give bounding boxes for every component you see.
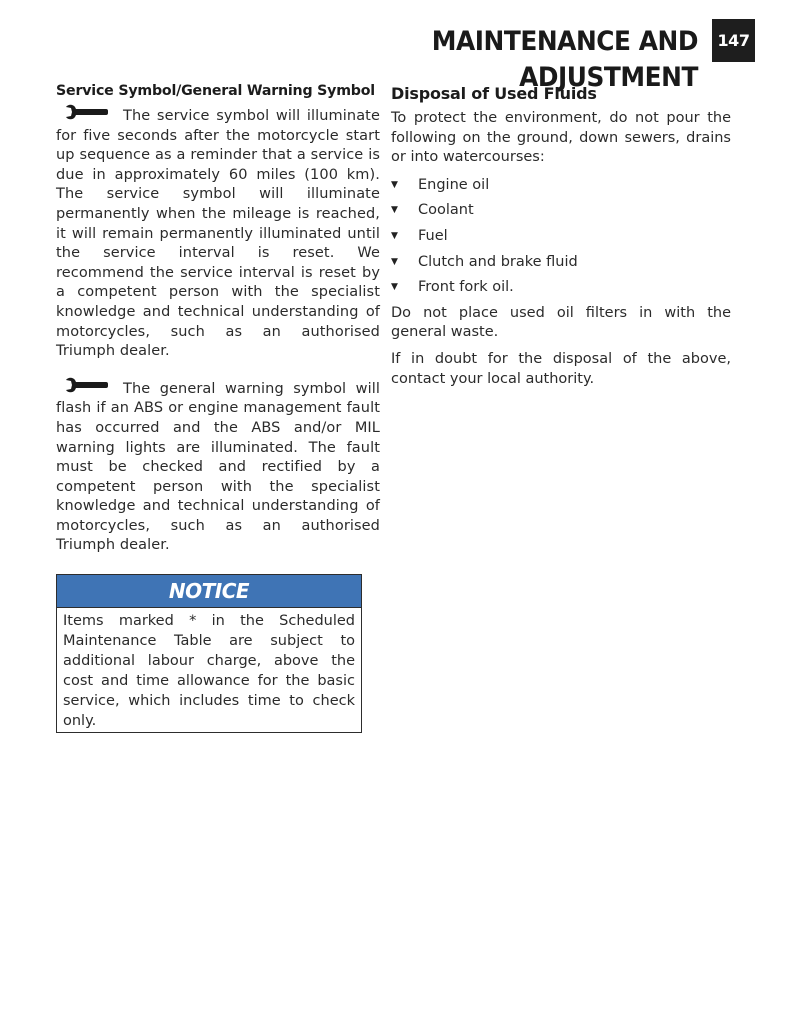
right-column [391,84,731,396]
service-symbol-paragraph [56,107,380,362]
notice-box [56,574,362,733]
section-heading-service-symbol: Service Symbol/General Warning Symbol [56,83,375,99]
notice-text: Items marked * in the Scheduled Maintenance Table are subject to additional labour charge, above the cost and time allowance for the basic service, which includes time to check only. [63,613,355,730]
list-item-label: Front fork oil. [418,279,514,296]
list-item-label: Fuel [418,227,448,244]
left-column [56,83,380,733]
page-number-badge: 147 [712,19,755,62]
page-header-title: MAINTENANCE AND ADJUSTMENT [431,26,698,93]
list-item-label: Coolant [418,202,474,219]
list-item [391,227,731,246]
disposal-intro: To protect the environment, do not pour the following on the ground, down sewers, drains or into watercourses: [391,110,731,166]
fluids-list [391,176,731,297]
list-item-label: Engine oil [418,176,490,193]
bullet-triangle-icon: ▼ [391,256,398,267]
bullet-triangle-icon: ▼ [391,282,398,293]
bullet-triangle-icon: ▼ [391,230,398,241]
general-warning-paragraph [56,380,380,556]
service-symbol-text: The service symbol will illuminate for five seconds after the motorcycle start up sequence as a reminder that a service is due in approximately 60 miles (100 km). The service symbol will illuminate permanently when the mileage is reached, it will remain permanently illuminated until the service interval is reset. We recommend the service interval is reset by a competent person with the specialist knowledge and technical understanding of motorcycles, such as an authorised Triumph dealer. [56,108,380,360]
bullet-triangle-icon: ▼ [391,205,398,216]
list-item [391,253,731,272]
section-heading-disposal: Disposal of Used Fluids [391,84,597,103]
wrench-icon [64,376,108,394]
list-item-label: Clutch and brake fluid [418,253,578,270]
oil-filters-note: Do not place used oil filters in with the general waste. [391,304,731,341]
notice-title: NOTICE [57,575,361,608]
list-item [391,176,731,195]
general-warning-text: The general warning symbol will flash if an ABS or engine management fault has occurred and the ABS and/or MIL warning lights are illuminated. The fault must be checked and rectified by a competent person with the specialist knowledge and technical understanding of motorcycles, such as an authorised Triumph dealer. [56,380,380,554]
bullet-triangle-icon: ▼ [391,179,398,190]
list-item [391,201,731,220]
local-authority-note: If in doubt for the disposal of the above, contact your local authority. [391,350,731,387]
list-item [391,278,731,297]
wrench-icon [64,103,108,121]
